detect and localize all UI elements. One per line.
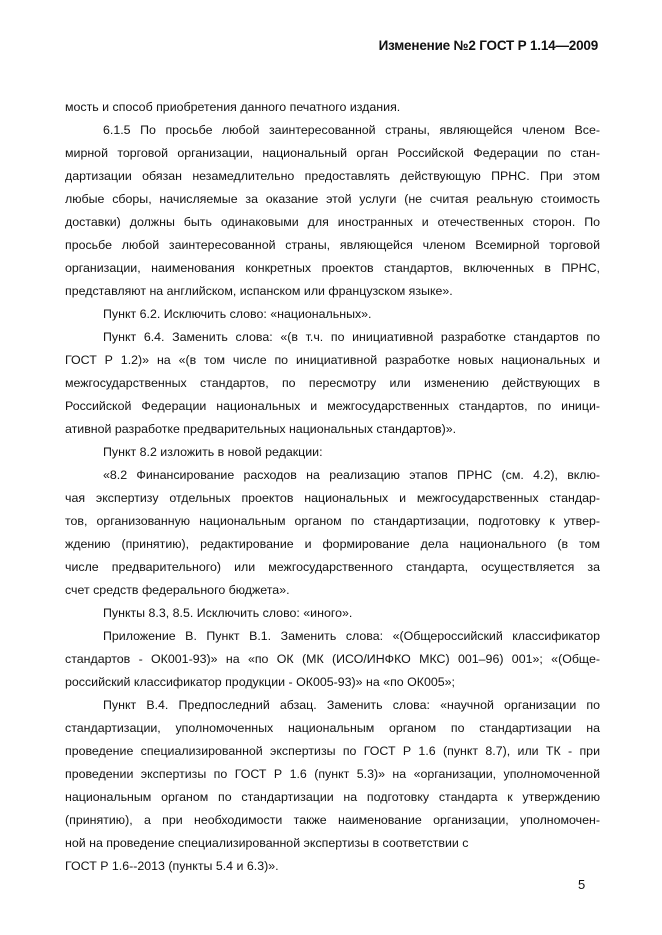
document-header: Изменение №2 ГОСТ Р 1.14—2009 xyxy=(378,38,598,53)
text-line: российский классификатор продукции - ОК005-93)» на «по ОК005»; xyxy=(65,675,455,689)
text-line: тов, организованную национальным органом по стандартизации, подготовку к утвер- xyxy=(65,514,600,528)
text-line: мирной торговой организации, национальный орган Российской Федерации по стан- xyxy=(65,146,600,160)
text-line: организации, наименования конкретных проектов стандартов, включенных в ПРНС, xyxy=(65,261,600,275)
text-line: Пункт В.4. Предпоследний абзац. Заменить слова: «научной организации по xyxy=(103,698,600,712)
text-line: ГОСТ Р 1.2)» на «(в том числе по инициативной разработке новых национальных и xyxy=(65,353,600,367)
text-line: Приложение В. Пункт В.1. Заменить слова: «(Общероссийский классификатор xyxy=(103,629,600,643)
text-line: ГОСТ Р 1.6--2013 (пункты 5.4 и 6.3)». xyxy=(65,859,279,873)
text-line: стандартов - ОК001-93)» на «по ОК (МК (ИСО/ИНФКО МКС) 001–96) 001»; «(Обще- xyxy=(65,652,600,666)
text-line: ной на проведение специализированной экспертизы в соответствии с xyxy=(65,836,469,850)
text-line: Пункт 6.4. Заменить слова: «(в т.ч. по инициативной разработке стандартов по xyxy=(103,330,600,344)
text-line: любые сборы, начисляемые за оказание этой услуги (не считая реальную стоимость xyxy=(65,192,600,206)
text-line: проведении экспертизы по ГОСТ Р 1.6 (пункт 5.3)» на «организации, уполномоченной xyxy=(65,767,600,781)
text-line: Российской Федерации национальных и межгосударственных стандартов, по иници- xyxy=(65,399,600,413)
text-line: представляют на английском, испанском или французском языке». xyxy=(65,284,453,298)
text-line: ждению (принятию), редактирование и формирование дела национального (в том xyxy=(65,537,600,551)
text-line: чая экспертизу отдельных проектов национальных и межгосударственных стандар- xyxy=(65,491,600,505)
text-line: проведение специализированной экспертизы по ГОСТ Р 1.6 (пункт 8.7), или ТК - при xyxy=(65,744,600,758)
text-line: Пункт 8.2 изложить в новой редакции: xyxy=(103,445,323,459)
text-line: дартизации обязан незамедлительно предоставлять действующую ПРНС. При этом xyxy=(65,169,600,183)
text-line: Пункт 6.2. Исключить слово: «национальных». xyxy=(103,307,372,321)
text-line: числе предварительного) или межгосударственного стандарта, осуществляется за xyxy=(65,560,600,574)
text-line: (принятию), а при необходимости также наименование организации, уполномочен- xyxy=(65,813,600,827)
text-line: ативной разработке предварительных национальных стандартов)». xyxy=(65,422,457,436)
text-line: национальным органом по стандартизации на подготовку стандарта к утверждению xyxy=(65,790,600,804)
text-line: счет средств федерального бюджета». xyxy=(65,583,290,597)
text-line: доставки) должны быть одинаковыми для иностранных и отечественных сторон. По xyxy=(65,215,600,229)
text-line: «8.2 Финансирование расходов на реализацию этапов ПРНС (см. 4.2), вклю- xyxy=(103,468,600,482)
text-line: Пункты 8.3, 8.5. Исключить слово: «иного». xyxy=(103,606,353,620)
page-number: 5 xyxy=(578,877,586,892)
text-line: мость и способ приобретения данного печатного издания. xyxy=(65,100,401,114)
document-body xyxy=(65,96,600,878)
text-line: просьбе любой заинтересованной страны, являющейся членом Всемирной торговой xyxy=(65,238,600,252)
text-line: 6.1.5 По просьбе любой заинтересованной страны, являющейся членом Все- xyxy=(103,123,600,137)
text-line: межгосударственных стандартов, по пересмотру или изменению действующих в xyxy=(65,376,600,390)
text-line: стандартизации, уполномоченных национальным органом по стандартизации на xyxy=(65,721,600,735)
